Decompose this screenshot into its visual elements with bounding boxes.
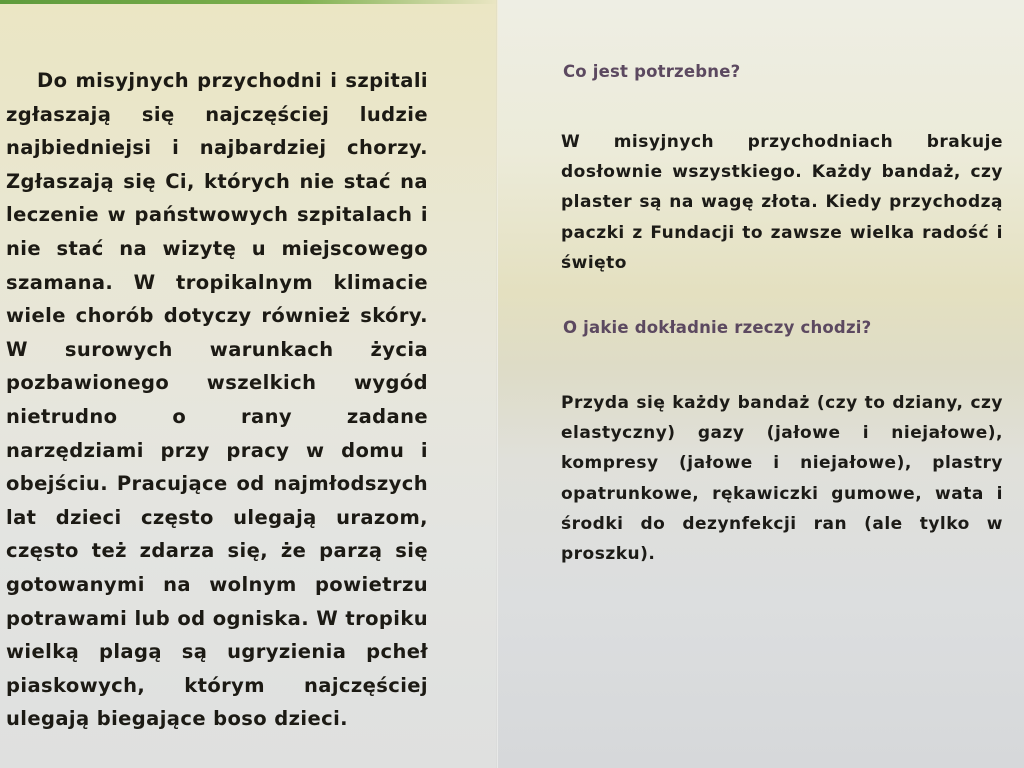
right-page (498, 0, 1024, 768)
paragraph-what-is-needed: W misyjnych przychodniach brakuje dosłownie wszystkiego. Każdy bandaż, czy plaster są na wagę złota. Kiedy przychodzą paczki z Fundacji to zawsze wielka radość i święto (561, 132, 1003, 273)
heading-which-items: O jakie dokładnie rzeczy chodzi? (563, 318, 872, 337)
heading-what-is-needed: Co jest potrzebne? (563, 62, 741, 81)
left-page (0, 0, 498, 768)
left-page-body (6, 64, 428, 736)
paragraph-which-items: Przyda się każdy bandaż (czy to dziany, czy elastyczny) gazy (jałowe i niejałowe), kompresy (jałowe i niejałowe), plastry opatrunkowe, rękawiczki gumowe, wata i środki do dezynfekcji ran (ale tylko w proszku). (561, 393, 1003, 565)
left-page-paragraph: Do misyjnych przychodni i szpitali zgłaszają się najczęściej ludzie najbiedniejsi i najbardziej chorzy. Zgłaszają się Ci, których nie stać na leczenie w państwowych szpitalach i nie stać na wizytę u miejscowego szamana. W tropikalnym klimacie wiele chorób dotyczy również skóry. W surowych warunkach życia pozbawionego wszelkich wygód nietrudno o rany zadane narzędziami przy pracy w domu i obejściu. Pracujące od najmłodszych lat dzieci często ulegają urazom, często też zdarza się, że parzą się gotowanymi na wolnym powietrzu potrawami lub od ogniska. W tropiku wielką plagą są ugryzienia pcheł piaskowych, którym najczęściej ulegają biegające boso dzieci. (6, 69, 428, 731)
